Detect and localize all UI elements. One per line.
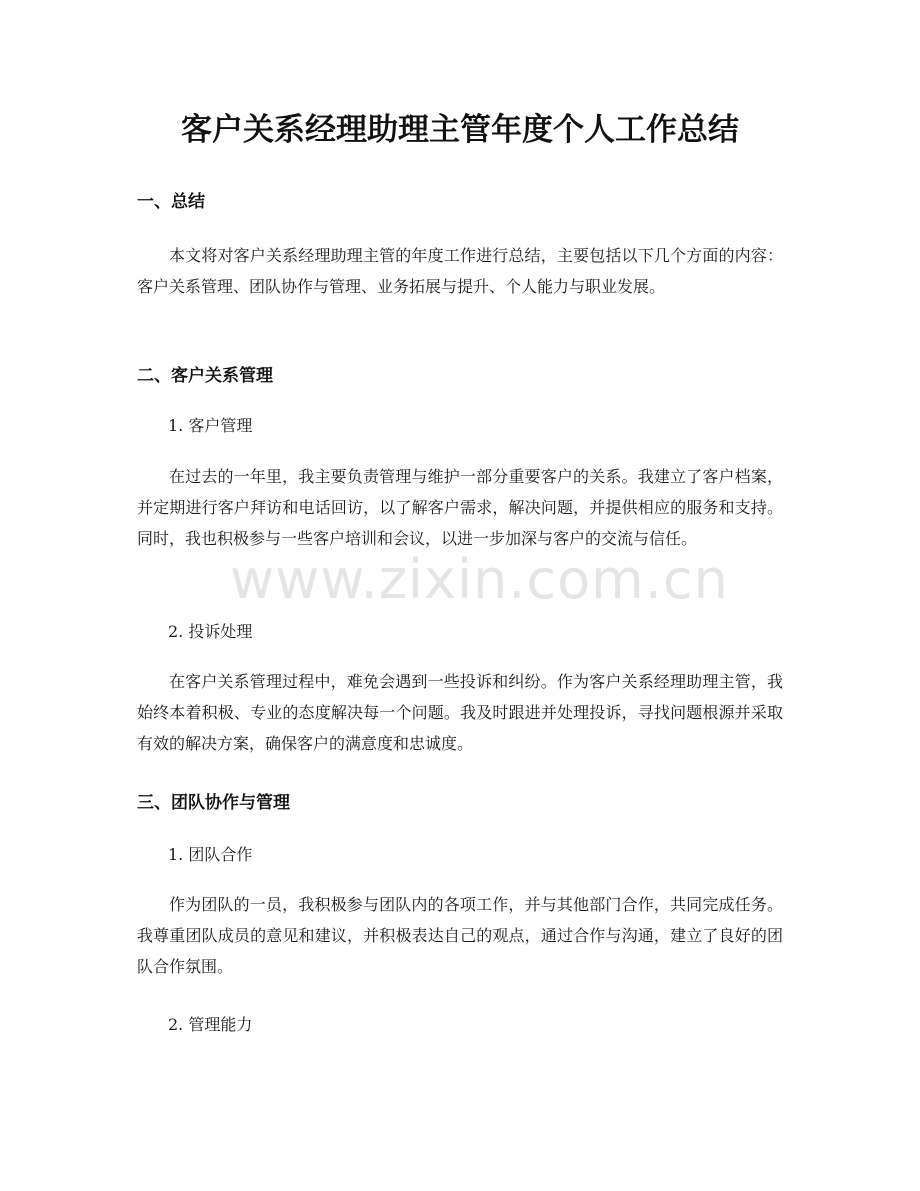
subsection-title-management-ability: 2. 管理能力 (168, 1015, 253, 1034)
teamwork-paragraph: 作为团队的一员，我积极参与团队内的各项工作，并与其他部门合作，共同完成任务。我尊重团队成员的意见和建议，并积极表达自己的观点，通过合作与沟通，建立了良好的团队合作氛围。 (137, 895, 783, 976)
document-title: 客户关系经理助理主管年度个人工作总结 (181, 112, 739, 148)
section-heading-summary: 一、总结 (137, 192, 205, 212)
subsection-title-customer-management: 1. 客户管理 (168, 416, 253, 435)
subsection-title-complaint-handling: 2. 投诉处理 (168, 622, 253, 641)
customer-management-paragraph: 在过去的一年里，我主要负责管理与维护一部分重要客户的关系。我建立了客户档案，并定期进行客户拜访和电话回访，以了解客户需求，解决问题，并提供相应的服务和支持。同时，我也积极参与一些客户培训和会议，以进一步加深与客户的交流与信任。 (137, 467, 783, 548)
subsection-title-teamwork: 1. 团队合作 (168, 845, 253, 864)
summary-paragraph: 本文将对客户关系经理助理主管的年度工作进行总结，主要包括以下几个方面的内容：客户关系管理、团队协作与管理、业务拓展与提升、个人能力与职业发展。 (137, 246, 783, 296)
section-heading-customer-relations: 二、客户关系管理 (137, 366, 273, 386)
watermark-text: www.zixin.com.cn (230, 548, 729, 611)
section-heading-team: 三、团队协作与管理 (137, 793, 290, 813)
complaint-handling-paragraph: 在客户关系管理过程中，难免会遇到一些投诉和纠纷。作为客户关系经理助理主管，我始终本着积极、专业的态度解决每一个问题。我及时跟进并处理投诉，寻找问题根源并采取有效的解决方案，确保客户的满意度和忠诚度。 (137, 672, 783, 753)
